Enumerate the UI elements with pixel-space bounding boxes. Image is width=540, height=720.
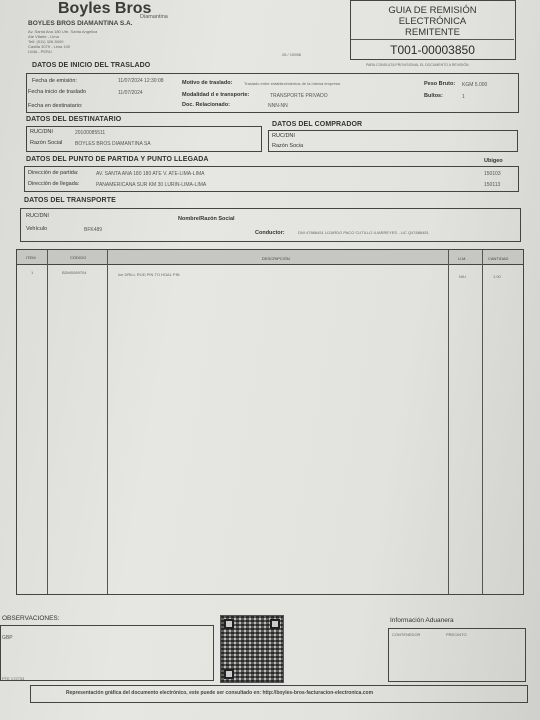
column-divider — [448, 250, 449, 594]
company-logo-sub: Diamantina — [140, 14, 168, 20]
table-header-item: ITEM — [26, 255, 36, 260]
transporte-box — [20, 208, 521, 242]
partida-label: Dirección de partida: — [28, 170, 79, 176]
partida-ubigeo: 150103 — [484, 171, 501, 177]
fecha-emision-value: 11/07/2024 12:30:08 — [118, 78, 164, 84]
section-title-traslado: DATOS DE INICIO DEL TRASLADO — [32, 62, 151, 69]
table-header-codigo: CÓDIGO — [70, 255, 87, 260]
section-title-comprador: DATOS DEL COMPRADOR — [272, 121, 363, 128]
llegada-value: PANAMERICANA SUR KM 30 LURIN-LIMA-LIMA — [96, 182, 207, 188]
company-address-line: Casilla 3079 - Lima 100 — [28, 44, 71, 49]
conductor-label: Conductor: — [255, 230, 285, 236]
representation-text: Representación gráfica del documento electrónico, este puede ser consultado en: http://boyles-bros-facturacion-electronica.com — [66, 690, 374, 696]
column-divider — [47, 250, 48, 594]
row-codigo: BDM0089704 — [62, 270, 87, 275]
row-item: 1 — [31, 270, 34, 275]
bultos-label: Bultos: — [424, 93, 443, 99]
section-title-punto: DATOS DEL PUNTO DE PARTIDA Y PUNTO LLEGADA — [26, 156, 209, 163]
conductor-value: DNI 47886451 LIZARDO PACO CUTILLO ILIARREYES - LIC Q47886451 — [298, 230, 429, 235]
table-row — [17, 268, 523, 282]
document-title-line: GUIA DE REMISIÓN — [388, 5, 477, 16]
motivo-value: Traslado entre establecimientos de la misma empresa — [244, 81, 340, 86]
table-header-descripcion: DESCRIPCIÓN — [262, 256, 290, 261]
motivo-label: Motivo de traslado: — [182, 80, 233, 86]
company-address-line: Av. Santa Ana 180 Urb. Santa Angelica — [28, 29, 98, 34]
peso-value: KGM 5.000 — [462, 82, 488, 88]
comprador-ruc-label: RUC/DNI — [272, 133, 295, 139]
section-title-destinatario: DATOS DEL DESTINATARIO — [26, 116, 122, 123]
comprador-box — [268, 130, 518, 152]
llegada-label: Dirección de llegada: — [28, 181, 80, 187]
fecha-emision-label: Fecha de emisión: — [32, 78, 77, 84]
company-name: BOYLES BROS DIAMANTINA S.A. — [28, 20, 133, 27]
bottom-code: PTE 172733 — [2, 676, 25, 681]
destinatario-razon-label: Razón Social — [30, 140, 63, 146]
company-logo: Boyles Bros — [58, 0, 152, 17]
company-address-line: LIMA - PERU — [28, 49, 52, 54]
document-number: T001-00003850 — [390, 43, 475, 57]
transporte-nombre-label: Nombre/Razón Social — [178, 216, 235, 222]
comprador-razon-label: Razón Socia — [272, 143, 304, 149]
table-header-um: U.M. — [458, 256, 467, 261]
fecha-destinatario-label: Fecha en destinatario: — [28, 103, 83, 109]
vehiculo-value: BFK489 — [84, 227, 103, 233]
bultos-value: 1 — [462, 94, 465, 100]
observaciones-value: GBP — [2, 635, 13, 641]
llegada-ubigeo: 150113 — [484, 182, 501, 188]
contenedor-label: CONTENEDOR — [392, 632, 421, 637]
column-divider — [107, 250, 108, 594]
center-code: 26 / 10958 — [282, 52, 301, 57]
aduanera-label: Información Aduanera — [390, 617, 454, 624]
peso-label: Peso Bruto: — [424, 81, 456, 87]
document-note: PARA CONSULTA PROVISIONAL EL DOCUMENTO A REVISIÓN — [366, 63, 469, 67]
destinatario-box — [26, 126, 262, 152]
observaciones-label: OBSERVACIONES: — [2, 615, 60, 622]
ubigeo-label: Ubigeo — [484, 158, 503, 164]
doc-relacionado-value: NNN-NN — [268, 103, 288, 109]
observaciones-box — [0, 625, 214, 681]
company-address-line: Ate Vitarte - Lima — [28, 34, 59, 39]
modalidad-label: Modalidad d e transporte: — [182, 92, 250, 98]
document-title-box — [350, 0, 516, 60]
document-title-line: REMITENTE — [405, 27, 460, 38]
punto-box — [24, 166, 519, 192]
vehiculo-label: Vehículo — [26, 226, 48, 232]
destinatario-ruc-value: 20100085511 — [75, 130, 106, 136]
row-um: NIU — [459, 274, 466, 279]
destinatario-razon-value: BOYLES BROS DIAMANTINA SA — [75, 141, 151, 147]
precinto-label: PRECINTO — [446, 632, 467, 637]
company-address-line: Telf: (511) 326-5000 — [28, 39, 64, 44]
row-cantidad: 1.00 — [493, 274, 501, 279]
section-title-transporte: DATOS DEL TRANSPORTE — [24, 197, 116, 204]
document-title-line: ELECTRÓNICA — [398, 16, 467, 27]
fecha-inicio-value: 11/07/2024 — [118, 90, 143, 96]
transporte-ruc-label: RUC/DNI — [26, 213, 49, 219]
doc-relacionado-label: Doc. Relacionado: — [182, 102, 230, 108]
modalidad-value: TRANSPORTE PRIVADO — [270, 93, 328, 99]
partida-value: AV. SANTA ANA 180 180 ATE V. ATE-LIMA-LIMA — [96, 171, 205, 177]
table-header-cantidad: CANTIDAD — [488, 256, 509, 261]
qr-code — [220, 615, 284, 683]
column-divider — [482, 250, 483, 594]
row-descripcion: Ice DRILL ROD PIN TO HOAL PIN — [118, 272, 180, 277]
fecha-inicio-label: Fecha inicio de traslado — [28, 89, 87, 95]
destinatario-ruc-label: RUC/DNI — [30, 129, 53, 135]
